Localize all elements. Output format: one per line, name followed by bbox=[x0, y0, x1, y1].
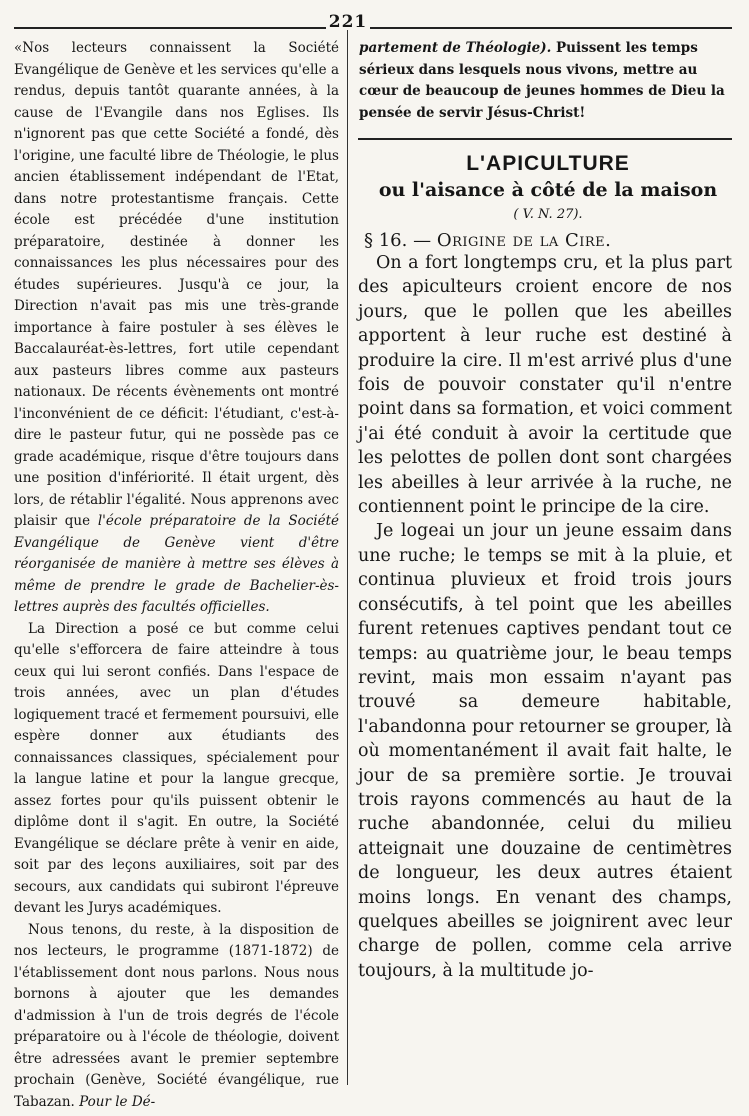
article-reference: ( V. N. 27). bbox=[513, 207, 583, 222]
article-body bbox=[356, 251, 740, 983]
section-title: Origine de la Cire. bbox=[436, 230, 612, 251]
header-rule-right bbox=[370, 27, 732, 29]
left-italic-passage: l'école préparatoire de la Société Evangélique de Genève vient d'être réorganisée de manière à mettre ses élèves à même de prendre le grade de Bachelier-ès-lettres auprès des facultés officielles. bbox=[14, 513, 339, 615]
section-number: § 16. — bbox=[364, 230, 432, 251]
section-heading bbox=[356, 230, 740, 251]
header-rule-left bbox=[14, 27, 326, 29]
continuation-text: Puissent les temps sérieux dans lesquels nous vivons, mettre au cœur de beaucoup de jeunes hommes de Dieu la pensée de servir Jésus-Christ! bbox=[359, 40, 725, 121]
continuation-italic: partement de Théologie). bbox=[359, 40, 552, 56]
page-number: 221 bbox=[328, 12, 368, 32]
article-title: L'APICULTURE bbox=[466, 152, 630, 175]
left-paragraph-2: La Direction a posé ce but comme celui qu'elle s'efforcera de faire atteindre à tous ceux qui lui seront confiés. Dans l'espace de trois années, avec un plan d'études logiquement tracé et fermement poursuivi, elle espère donner aux étudiants des connaissances classiques, spécialement pour la langue latine et pour la langue grecque, assez fortes pour qu'ils puissent obtenir le diplôme dont il s'agit. En outre, la Société Evangélique se déclare prête à venir en aide, soit par des leçons auxiliaires, soit par des secours, aux candidats qui subiront l'épreuve devant les Jurys académiques. bbox=[14, 620, 339, 916]
left-paragraph-1: «Nos lecteurs connaissent la Société Evangélique de Genève et les services qu'elle a rendus, depuis tantôt quarante années, à la cause de l'Evangile dans nos Eglises. Ils n'ignorent pas que cette Société a fondé, dès l'origine, une faculté libre de Théologie, le plus ancien établissement indépendant de l'Etat, dans notre protestantisme français. Cette école est précédée d'une institution préparatoire, destinée à donner les connaissances les plus nécessaires pour des études supérieures. Jusqu'à ce jour, la Direction n'avait pas mis une très-grande importance à faire postuler à ses élèves le Baccalauréat-ès-lettres, fort utile cependant aux pasteurs libres comme aux pasteurs nationaux. De récents évènements ont montré l'inconvénient de ce déficit: l'étudiant, c'est-à-dire le pasteur futur, qui ne possède pas ce grade académique, risque d'être toujours dans une position d'infériorité. Il était urgent, dès lors, de rétablir l'égalité. Nous apprenons avec plaisir que l'école préparatoire de la Société Evangélique de Genève vient d'être réorganisée de manière à mettre ses élèves à même de prendre le grade de Bachelier-ès-lettres auprès des facultés officielles. bbox=[14, 40, 339, 615]
article-paragraph-2: Je logeai un jour un jeune essaim dans une ruche; le temps se mit à la pluie, et continua pluvieux et froid trois jours consécutifs, à tel point que les abeilles furent retenues captives pendant tout ce temps: au quatrième jour, le beau temps revint, mais mon essaim n'ayant pas trouvé sa demeure habitable, l'abandonna pour retourner se grouper, là où momentanément il avait fait halte, le jour de sa première sortie. Je trouvai trois rayons commencés au haut de la ruche abandonnée, celui du milieu atteignait une douzaine de centimètres de longueur, les deux autres étaient moins longs. En venant des champs, quelques abeilles se joignirent avec leur charge de pollen, comme cela arrive toujours, à la multitude jo- bbox=[358, 521, 732, 981]
left-paragraph-3: Nous tenons, du reste, à la disposition de nos lecteurs, le programme (1871-1872) de l'établissement dont nous parlons. Nous nous bornons à ajouter que les demandes d'admission à l'un de trois degrés de l'école préparatoire ou à l'école de théologie, doivent être adressées avant le premier septembre prochain (Genève, Société évangélique, rue Tabazan. Pour le Dé- bbox=[14, 921, 339, 1110]
right-column bbox=[356, 38, 740, 983]
right-continuation bbox=[356, 38, 740, 124]
column-divider bbox=[347, 30, 348, 1085]
left-italic-end: Pour le Dé- bbox=[79, 1093, 156, 1110]
article-subtitle: ou l'aisance à côté de la maison bbox=[378, 179, 718, 201]
left-column bbox=[14, 38, 339, 1113]
article-paragraph-1: On a fort longtemps cru, et la plus part des apiculteurs croient encore de nos jours, que le pollen que les abeilles apportent à leur ruche est destiné à produire la cire. Il m'est arrivé plus d'une fois de pouvoir constater qu'il n'entre point dans sa formation, et voici comment j'ai été conduit à avoir la certitude que les pelottes de pollen dont sont chargées les abeilles à leur arrivée à la ruche, ne contiennent point le principe de la cire. bbox=[358, 253, 732, 518]
article-separator bbox=[358, 138, 732, 140]
